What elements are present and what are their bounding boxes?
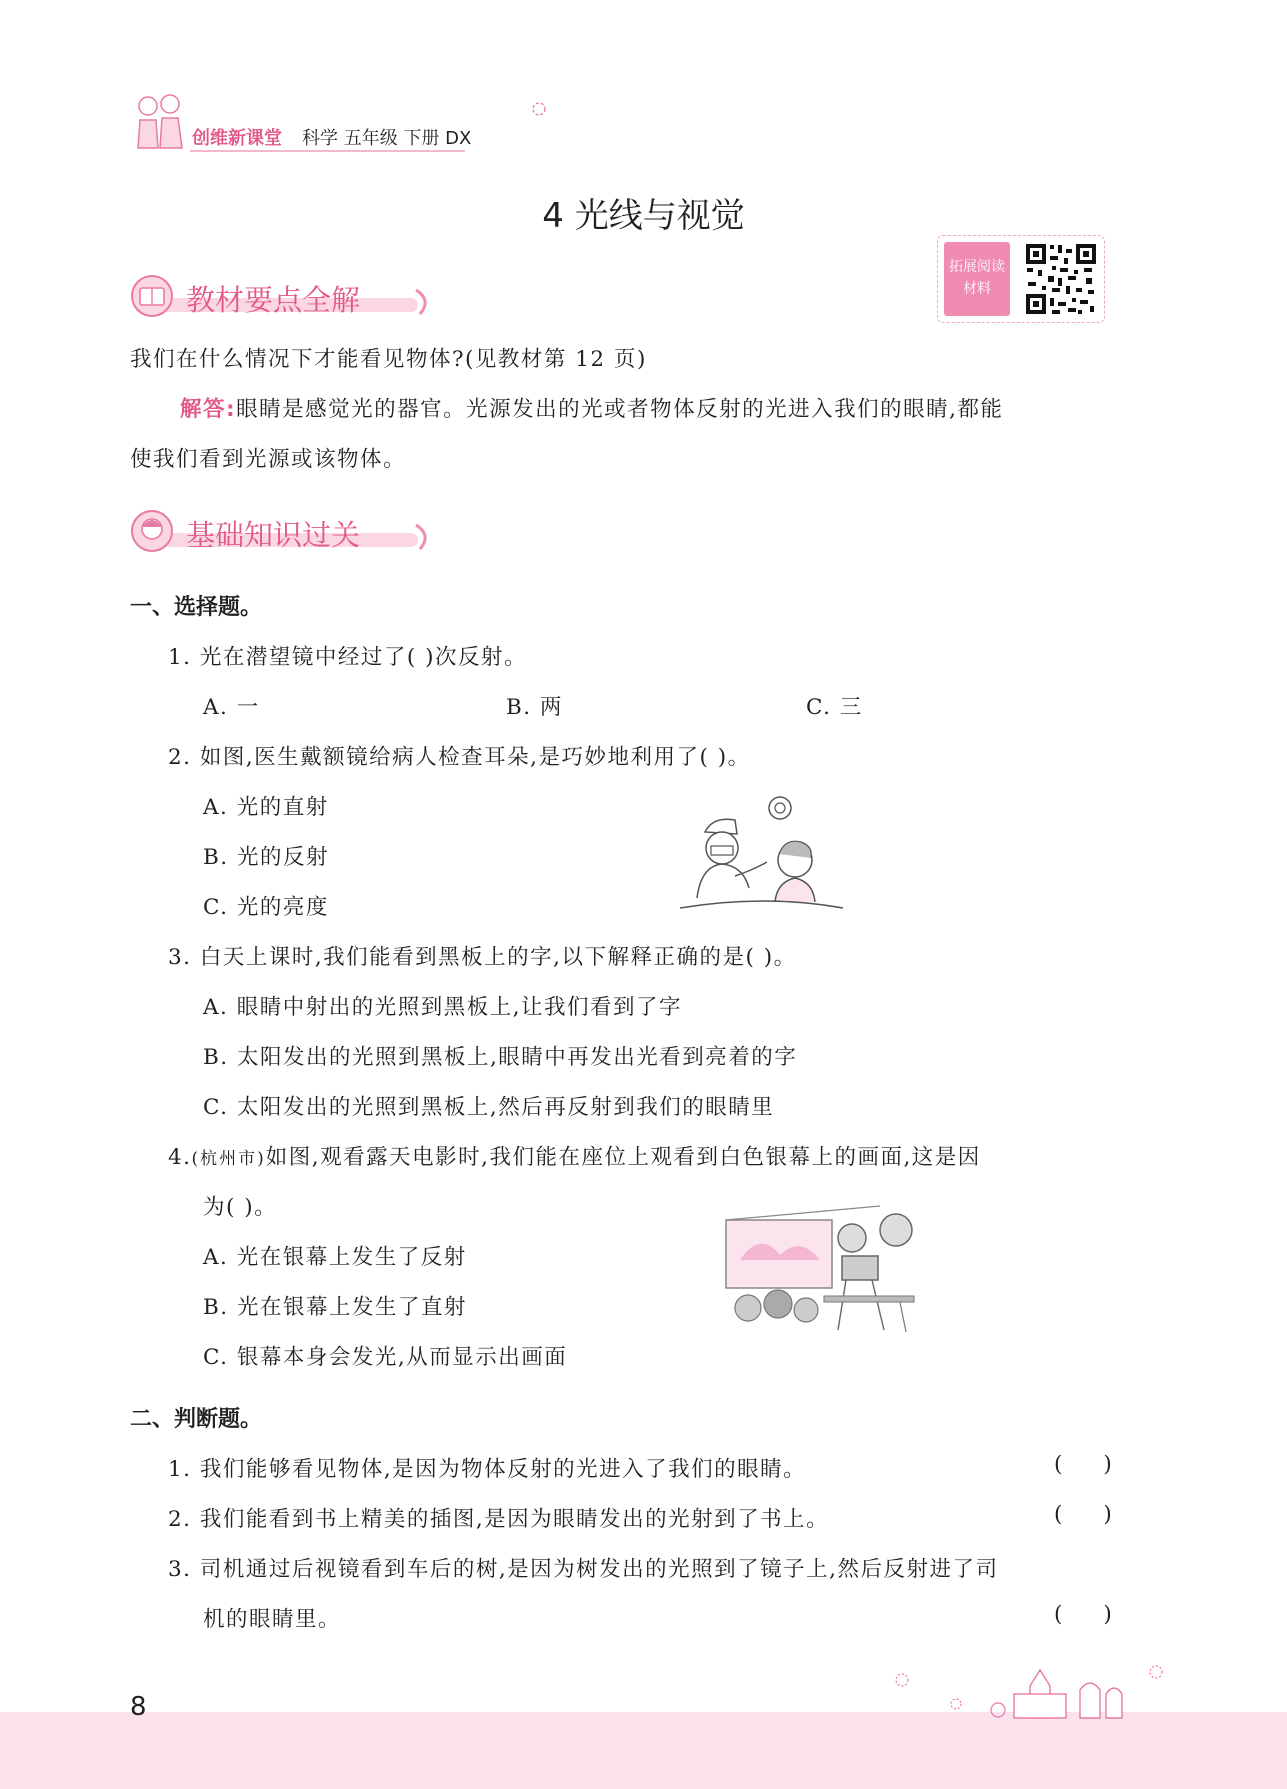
flower-decoration-icon — [530, 100, 548, 118]
qr-reading-box[interactable] — [937, 235, 1105, 323]
q4-option-b[interactable]: B. 光在银幕上发生了直射 — [203, 1295, 467, 1320]
answer-line-2: 使我们看到光源或该物体。 — [130, 447, 407, 472]
section-heading-basics — [130, 507, 440, 557]
q3-stem: 3. 白天上课时,我们能看到黑板上的字,以下解释正确的是( )。 — [168, 945, 797, 970]
q3-option-a[interactable]: A. 眼睛中射出的光照到黑板上,让我们看到了字 — [203, 995, 683, 1020]
textbook-question: 我们在什么情况下才能看见物体?(见教材第 12 页) — [130, 347, 647, 372]
doctor-head-mirror-illustration — [675, 790, 850, 915]
q3-option-b[interactable]: B. 太阳发出的光照到黑板上,眼睛中再发出光看到亮着的字 — [203, 1045, 798, 1070]
q2-stem: 2. 如图,医生戴额镜给病人检查耳朵,是巧妙地利用了( )。 — [168, 745, 751, 770]
section-heading-text: 教材要点全解 — [186, 283, 361, 317]
judge-q3-answer-bracket[interactable]: ( ) — [1054, 1602, 1112, 1627]
page-header — [130, 82, 560, 157]
book-character-icon — [130, 274, 174, 318]
section-heading-textbook — [130, 272, 440, 322]
lesson-title: 4 光线与视觉 — [542, 196, 745, 236]
section-heading-text: 基础知识过关 — [186, 518, 361, 552]
ribbon-tail-icon — [414, 288, 434, 316]
page-number: 8 — [130, 1692, 147, 1722]
qr-code-icon[interactable] — [1024, 242, 1098, 316]
q4-number: 4. — [168, 1145, 192, 1170]
q4-region-tag: (杭州市) — [191, 1149, 266, 1169]
answer-label: 解答: — [180, 397, 237, 422]
children-mascot-icon — [130, 90, 188, 156]
girl-character-icon — [130, 509, 174, 553]
q1-option-b[interactable]: B. 两 — [506, 695, 563, 720]
answer-line-1 — [180, 392, 1003, 423]
q2-option-a[interactable]: A. 光的直射 — [203, 795, 329, 820]
judge-q2: 2. 我们能看到书上精美的插图,是因为眼睛发出的光射到了书上。 — [168, 1507, 830, 1532]
qr-label: 拓展阅读材料 — [944, 242, 1010, 316]
q4-stem-line-1 — [168, 1140, 981, 1171]
q2-option-c[interactable]: C. 光的亮度 — [203, 895, 329, 920]
judge-q2-answer-bracket[interactable]: ( ) — [1054, 1502, 1112, 1527]
q4-option-a[interactable]: A. 光在银幕上发生了反射 — [203, 1245, 467, 1270]
part-title-judgement: 二、判断题。 — [130, 1407, 263, 1432]
q1-option-c[interactable]: C. 三 — [806, 695, 863, 720]
q4-option-c[interactable]: C. 银幕本身会发光,从而显示出画面 — [203, 1345, 568, 1370]
judge-q1: 1. 我们能够看见物体,是因为物体反射的光进入了我们的眼睛。 — [168, 1457, 807, 1482]
book-subtitle: 科学 五年级 下册 DX — [302, 128, 472, 149]
answer-text: 眼睛是感觉光的器官。光源发出的光或者物体反射的光进入我们的眼睛,都能 — [236, 397, 1004, 422]
q1-option-a[interactable]: A. 一 — [203, 695, 260, 720]
q4-stem-line-2: 为( )。 — [203, 1195, 278, 1220]
judge-q3-line-1: 3. 司机通过后视镜看到车后的树,是因为树发出的光照到了镜子上,然后反射进了司 — [168, 1557, 999, 1582]
ribbon-tail-icon — [414, 523, 434, 551]
q4-stem-text: 如图,观看露天电影时,我们能在座位上观看到白色银幕上的画面,这是因 — [265, 1145, 981, 1170]
brand-name: 创维新课堂 — [192, 128, 282, 149]
q1-stem: 1. 光在潜望镜中经过了( )次反射。 — [168, 645, 527, 670]
judge-q3-line-2: 机的眼睛里。 — [203, 1607, 342, 1632]
judge-q1-answer-bracket[interactable]: ( ) — [1054, 1452, 1112, 1477]
outdoor-movie-illustration — [720, 1200, 920, 1335]
header-underline — [190, 150, 465, 152]
q2-option-b[interactable]: B. 光的反射 — [203, 845, 329, 870]
castle-decoration-icon — [880, 1650, 1180, 1720]
footer-band — [0, 1712, 1287, 1789]
q3-option-c[interactable]: C. 太阳发出的光照到黑板上,然后再反射到我们的眼睛里 — [203, 1095, 775, 1120]
part-title-choice: 一、选择题。 — [130, 595, 263, 620]
